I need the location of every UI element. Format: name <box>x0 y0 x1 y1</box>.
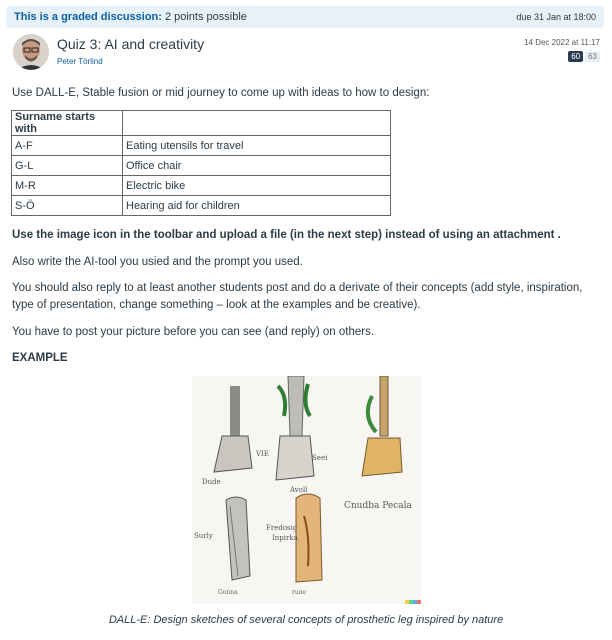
intro-text: Use DALL-E, Stable fusion or mid journey to come up with ideas to how to design: <box>12 87 430 99</box>
total-count-badge: 63 <box>585 51 600 62</box>
upload-instruction: Use the image icon in the toolbar and upload a file (in the next step) instead of using an attachment . <box>12 229 561 241</box>
post-date: 14 Dec 2022 at 11:17 <box>524 38 600 47</box>
table-header-row <box>12 111 391 136</box>
table-cell: M-R <box>12 176 123 196</box>
table-row <box>12 156 391 176</box>
table-row <box>12 196 391 216</box>
reply-instruction-line-1: You should also reply to at least another students post and do a derivate of their concepts (add style, inspiration, <box>12 282 583 294</box>
table-header-cell <box>123 111 391 136</box>
reply-instruction-line-2: type of presentation, change something – look at the examples and be creative). <box>12 299 421 311</box>
table-cell: G-L <box>12 156 123 176</box>
sketch-label: Cnudba Pecala <box>344 501 412 511</box>
table-row <box>12 176 391 196</box>
author-photo-icon <box>13 34 49 70</box>
due-date: due 31 Jan at 18:00 <box>516 12 596 22</box>
graded-discussion-banner <box>6 6 604 28</box>
svg-text:rune: rune <box>292 589 307 596</box>
svg-text:Seei: Seei <box>312 454 328 462</box>
reply-counts <box>568 51 600 62</box>
table-cell: Office chair <box>123 156 391 176</box>
discussion-title: Quiz 3: AI and creativity <box>57 36 205 52</box>
table-row <box>12 136 391 156</box>
svg-text:Avoll: Avoll <box>290 486 308 494</box>
svg-text:Inpirka: Inpirka <box>272 534 298 542</box>
unread-count-badge: 60 <box>568 51 583 62</box>
author-link[interactable]: Peter Törlind <box>57 57 103 66</box>
ai-tool-instruction: Also write the AI-tool you usied and the prompt you used. <box>12 256 303 268</box>
table-cell: Hearing aid for children <box>123 196 391 216</box>
assignment-table <box>11 110 391 216</box>
svg-text:VIE: VIE <box>256 450 269 458</box>
table-cell: Electric bike <box>123 176 391 196</box>
svg-text:Fredosig: Fredosig <box>266 524 298 532</box>
table-cell: Eating utensils for travel <box>123 136 391 156</box>
image-caption: DALL-E: Design sketches of several concepts of prosthetic leg inspired by nature <box>108 614 504 626</box>
table-header-cell: Surname starts with <box>12 111 123 136</box>
prosthetic-leg-sketches-icon <box>192 376 421 604</box>
example-image <box>192 376 421 604</box>
table-cell: S-Ö <box>12 196 123 216</box>
post-first-note: You have to post your picture before you can see (and reply) on others. <box>12 326 375 338</box>
example-heading: EXAMPLE <box>12 352 68 364</box>
graded-label: This is a graded discussion: <box>14 11 162 23</box>
avatar[interactable] <box>13 34 49 70</box>
svg-text:Surly: Surly <box>194 532 213 540</box>
svg-text:Gonna: Gonna <box>218 589 238 596</box>
svg-text:Dude: Dude <box>202 478 221 486</box>
points-possible: 2 points possible <box>164 11 247 23</box>
table-cell: A-F <box>12 136 123 156</box>
